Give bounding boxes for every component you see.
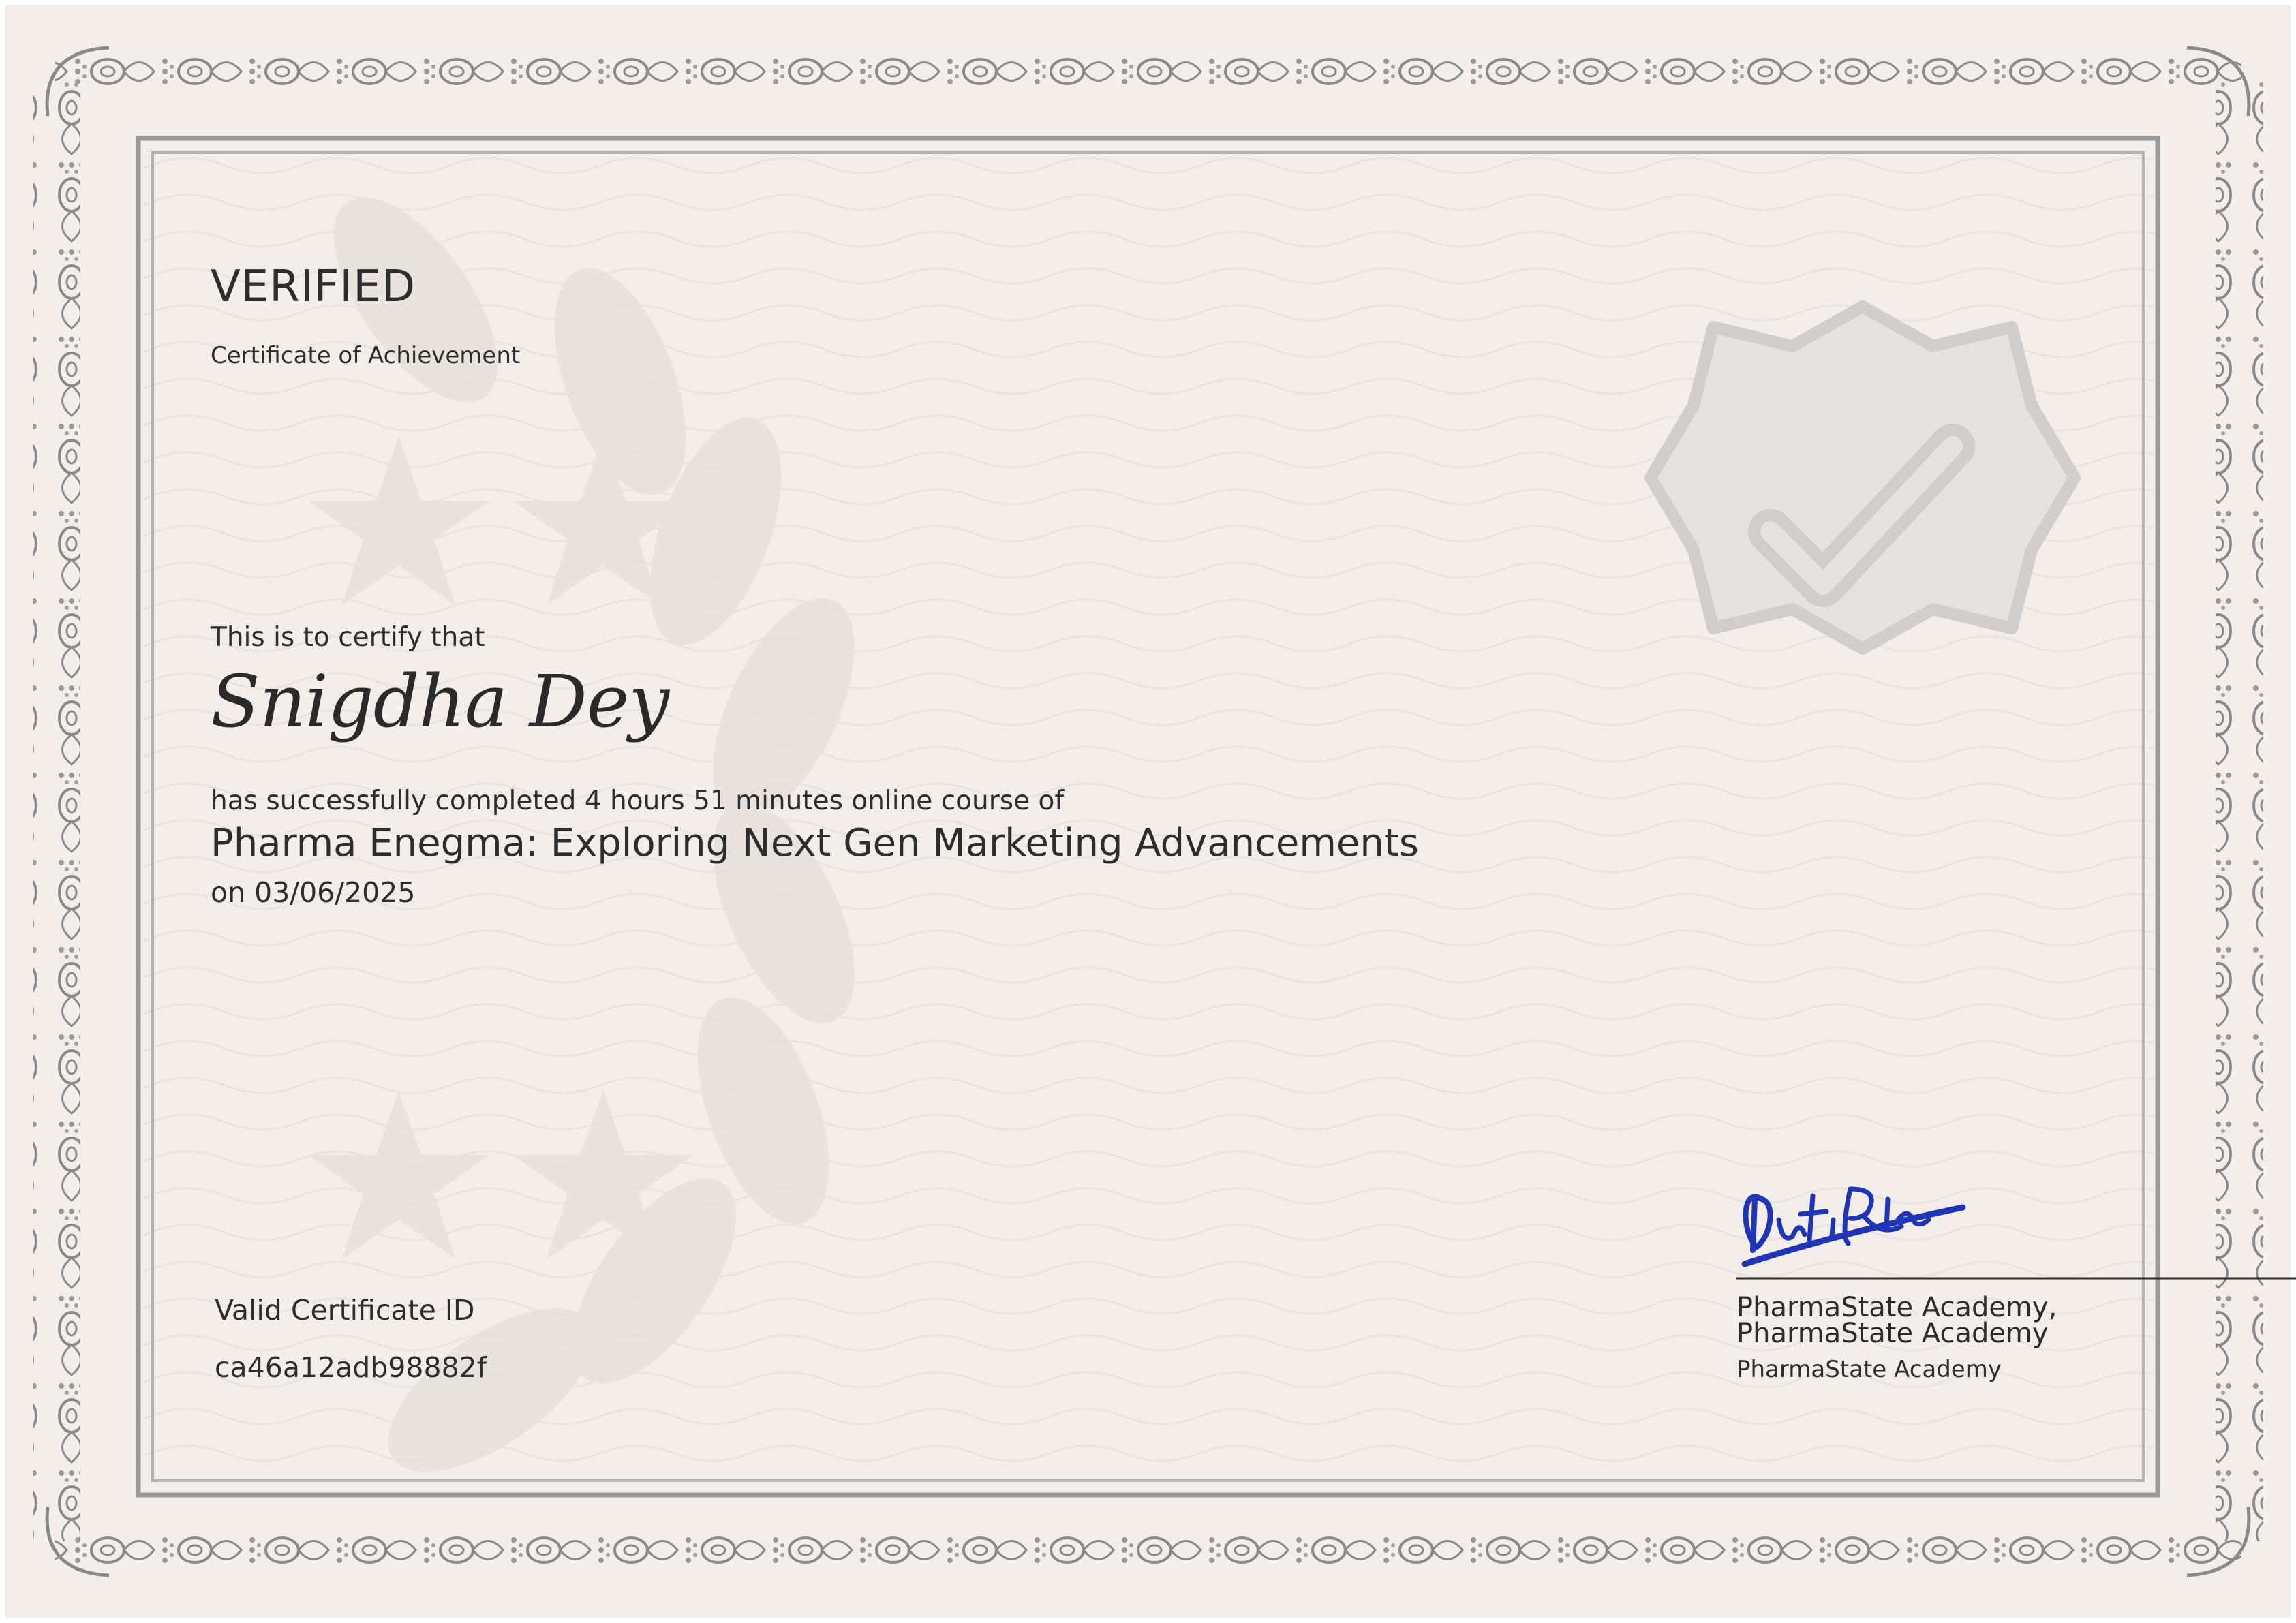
completion-statement: has successfully completed 4 hours 51 minutes online course of (211, 786, 1065, 816)
recipient-name: Snigdha Dey (211, 660, 669, 743)
completion-date: on 03/06/2025 (211, 876, 416, 909)
certificate-id-value: ca46a12adb98882f (215, 1351, 487, 1384)
verified-heading: VERIFIED (211, 262, 416, 312)
certificate-title: Certificate of Achievement (211, 342, 521, 369)
issuing-organization: PharmaState Academy (1736, 1356, 2002, 1383)
verified-badge-icon (1651, 307, 2075, 649)
certificate-id-label: Valid Certificate ID (215, 1294, 475, 1327)
certify-intro: This is to certify that (211, 622, 485, 653)
signatory-name: PharmaState Academy, PharmaState Academy (1736, 1292, 2057, 1349)
course-name: Pharma Enegma: Exploring Next Gen Marketing Advancements (211, 821, 1419, 865)
